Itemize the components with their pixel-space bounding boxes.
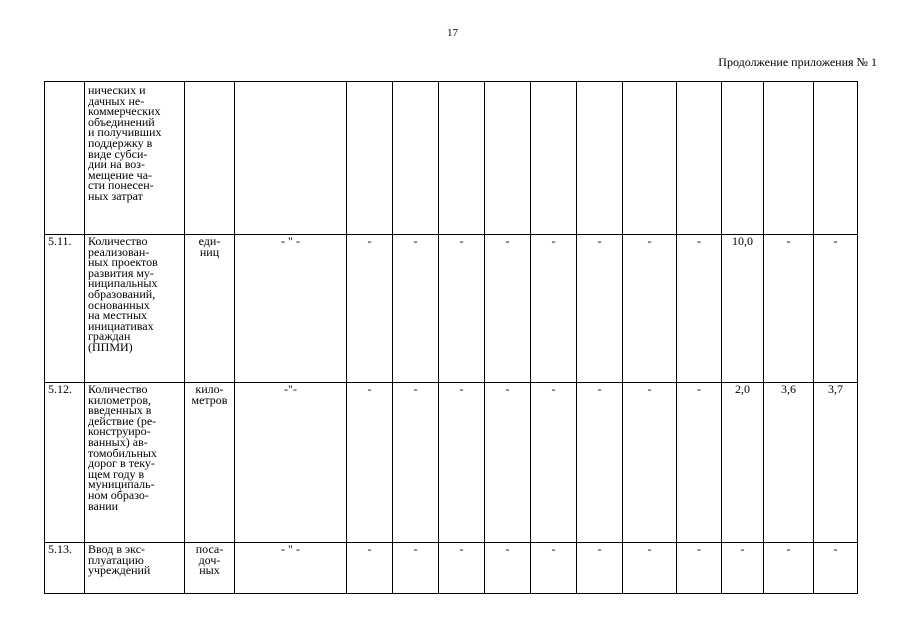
value-cell: - xyxy=(347,543,393,594)
value-cell: 3,6 xyxy=(764,383,814,543)
ditto-cell: -"- xyxy=(235,383,347,543)
indicator-name: Количество реализован- ных проектов развития му- ниципальных образований, основанных на местных инициативах граждан (ППМИ) xyxy=(85,235,185,383)
value-cell xyxy=(485,82,531,235)
value-cell xyxy=(764,82,814,235)
value-cell: - xyxy=(814,235,858,383)
value-cell xyxy=(531,82,577,235)
value-cell: - xyxy=(531,383,577,543)
value-cell: - xyxy=(577,235,623,383)
value-cell: - xyxy=(623,235,677,383)
value-cell: - xyxy=(485,543,531,594)
value-cell xyxy=(439,82,485,235)
value-cell xyxy=(814,82,858,235)
continuation-label: Продолжение приложения № 1 xyxy=(718,55,877,69)
unit-of-measure: еди- ниц xyxy=(185,235,235,383)
value-cell xyxy=(677,82,722,235)
row-number: 5.12. xyxy=(45,383,85,543)
value-cell: - xyxy=(393,543,439,594)
indicators-table xyxy=(44,81,858,594)
value-cell xyxy=(393,82,439,235)
row-number xyxy=(45,82,85,235)
table-row xyxy=(45,383,858,543)
table-row xyxy=(45,543,858,594)
value-cell: - xyxy=(577,383,623,543)
value-cell: - xyxy=(347,235,393,383)
value-cell: - xyxy=(485,383,531,543)
value-cell: 10,0 xyxy=(722,235,764,383)
value-cell: - xyxy=(439,235,485,383)
table-row xyxy=(45,82,858,235)
unit-of-measure xyxy=(185,82,235,235)
value-cell: - xyxy=(677,235,722,383)
value-cell: - xyxy=(347,383,393,543)
unit-of-measure: поса- доч- ных xyxy=(185,543,235,594)
ditto-cell xyxy=(235,82,347,235)
value-cell: - xyxy=(531,543,577,594)
value-cell: - xyxy=(439,543,485,594)
ditto-cell: - " - xyxy=(235,543,347,594)
value-cell: - xyxy=(439,383,485,543)
indicator-name: Ввод в экс- плуатацию учреждений xyxy=(85,543,185,594)
value-cell: - xyxy=(677,543,722,594)
indicator-name: нических и дачных не- коммерческих объединений и получивших поддержку в виде субси- дии на воз- мещение ча- сти понесен- ных затрат xyxy=(85,82,185,235)
value-cell xyxy=(722,82,764,235)
value-cell: - xyxy=(764,235,814,383)
value-cell: - xyxy=(485,235,531,383)
page-number: 17 xyxy=(447,27,458,39)
table-row xyxy=(45,235,858,383)
value-cell: - xyxy=(623,383,677,543)
value-cell: - xyxy=(393,383,439,543)
value-cell xyxy=(577,82,623,235)
ditto-cell: - " - xyxy=(235,235,347,383)
value-cell: 2,0 xyxy=(722,383,764,543)
value-cell: - xyxy=(814,543,858,594)
unit-of-measure: кило- метров xyxy=(185,383,235,543)
indicator-name: Количество километров, введенных в действие (ре- конструиро- ванных) ав- томобильных дорог в теку- щем году в муниципаль- ном образо- вании xyxy=(85,383,185,543)
value-cell: - xyxy=(531,235,577,383)
value-cell xyxy=(623,82,677,235)
value-cell: 3,7 xyxy=(814,383,858,543)
value-cell: - xyxy=(577,543,623,594)
value-cell: - xyxy=(764,543,814,594)
value-cell xyxy=(347,82,393,235)
row-number: 5.11. xyxy=(45,235,85,383)
value-cell: - xyxy=(677,383,722,543)
value-cell: - xyxy=(722,543,764,594)
row-number: 5.13. xyxy=(45,543,85,594)
value-cell: - xyxy=(623,543,677,594)
value-cell: - xyxy=(393,235,439,383)
